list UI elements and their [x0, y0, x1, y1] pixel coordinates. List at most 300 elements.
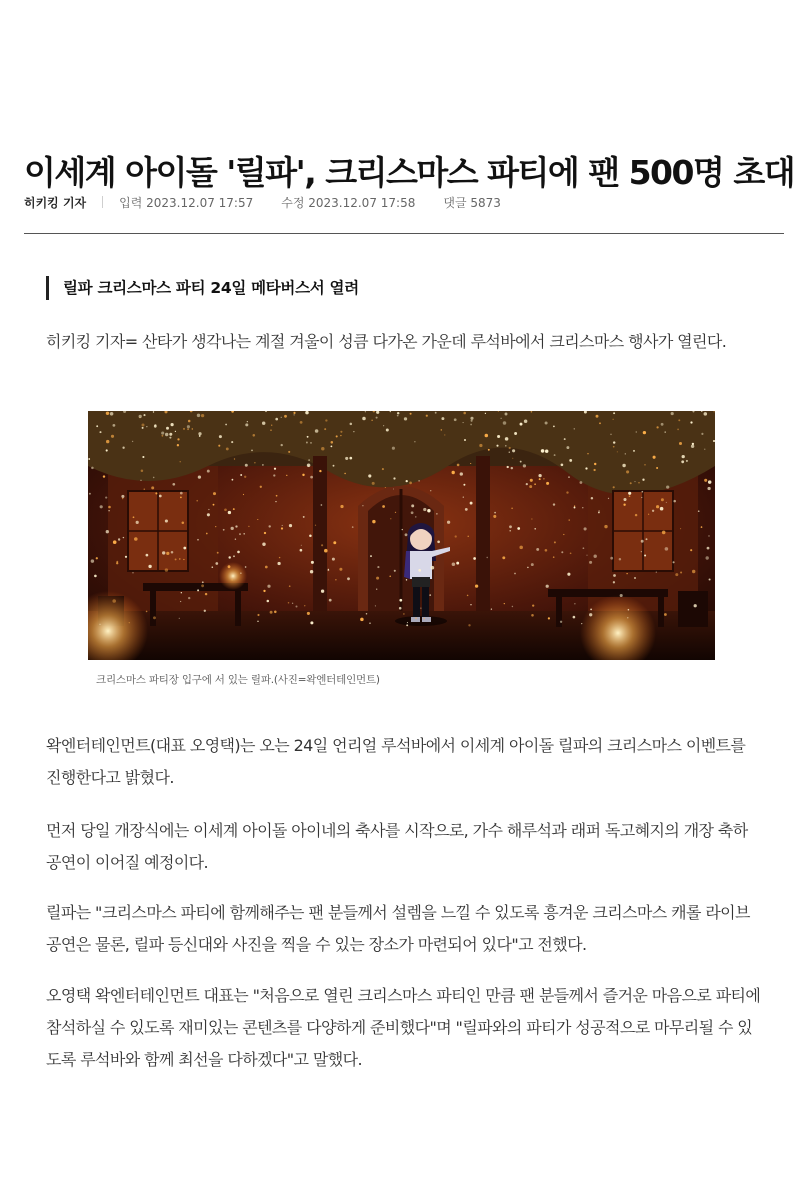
- sparkle-light: [321, 504, 323, 506]
- sparkle-light: [165, 519, 168, 522]
- sparkle-light: [240, 573, 241, 574]
- sparkle-light: [694, 604, 697, 607]
- sparkle-light: [594, 555, 597, 558]
- sparkle-light: [414, 441, 415, 442]
- sparkle-light: [635, 514, 637, 516]
- sparkle-light: [479, 444, 482, 447]
- sparkle-light: [636, 432, 637, 433]
- sparkle-light: [328, 569, 330, 571]
- sparkle-light: [704, 479, 707, 482]
- sparkle-light: [340, 431, 342, 433]
- sparkle-light: [545, 449, 548, 452]
- sparkle-light: [678, 419, 680, 421]
- sparkle-light: [240, 474, 242, 476]
- sparkle-light: [205, 593, 207, 595]
- sparkle-light: [336, 435, 338, 437]
- sparkle-light: [217, 552, 219, 554]
- sparkle-light: [99, 431, 101, 433]
- sparkle-light: [183, 547, 186, 550]
- sparkle-light: [503, 421, 507, 425]
- sparkle-light: [627, 617, 628, 618]
- sparkle-light: [541, 449, 545, 453]
- header-divider: [24, 233, 784, 234]
- sparkle-light: [88, 458, 90, 460]
- sparkle-light: [223, 529, 225, 531]
- sparkle-light: [643, 431, 646, 434]
- sparkle-light: [182, 522, 185, 525]
- sparkle-light: [563, 534, 564, 535]
- sparkle-light: [270, 430, 271, 431]
- sparkle-light: [153, 411, 154, 412]
- sparkle-light: [399, 607, 402, 610]
- sparkle-light: [656, 505, 659, 508]
- sparkle-light: [276, 495, 278, 497]
- sparkle-light: [581, 623, 582, 624]
- sparkle-light: [206, 533, 208, 535]
- sparkle-light: [245, 423, 248, 426]
- sparkle-light: [302, 474, 304, 476]
- sparkle-light: [509, 525, 512, 528]
- sparkle-light: [288, 602, 290, 604]
- sparkle-light: [436, 513, 437, 514]
- sparkle-light: [183, 428, 185, 430]
- sparkle-light: [564, 438, 566, 440]
- sparkle-light: [187, 425, 190, 428]
- photo-illustration: [88, 411, 715, 660]
- sparkle-light: [267, 585, 270, 588]
- sparkle-light: [162, 551, 165, 554]
- sparkle-light: [543, 478, 545, 480]
- sparkle-light: [148, 565, 151, 568]
- sparkle-light: [321, 544, 323, 546]
- sparkle-light: [638, 482, 639, 483]
- sparkle-light: [447, 521, 450, 524]
- sparkle-light: [308, 459, 309, 460]
- sparkle-light: [169, 433, 172, 436]
- sparkle-light: [345, 457, 348, 460]
- sparkle-light: [215, 526, 216, 527]
- sparkle-light: [456, 562, 459, 565]
- sparkle-light: [254, 462, 255, 463]
- sparkle-light: [441, 429, 443, 431]
- sparkle-light: [376, 417, 378, 419]
- sparkle-light: [407, 622, 408, 623]
- sparkle-light: [133, 516, 135, 518]
- sparkle-light: [473, 557, 476, 560]
- sparkle-light: [132, 572, 133, 573]
- sparkle-light: [493, 515, 496, 518]
- sparkle-light: [644, 554, 646, 556]
- sparkle-light: [613, 486, 615, 488]
- sparkle-light: [146, 426, 147, 427]
- sparkle-light: [309, 535, 312, 538]
- sparkle-light: [289, 524, 292, 527]
- sparkle-light: [198, 475, 201, 478]
- sparkle-light: [146, 554, 149, 557]
- sparkle-light: [514, 432, 517, 435]
- sparkle-light: [656, 572, 657, 573]
- sparkle-light: [111, 435, 114, 438]
- sparkle-light: [260, 486, 262, 488]
- sparkle-light: [324, 549, 328, 553]
- sparkle-light: [634, 481, 635, 482]
- sparkle-light: [175, 558, 177, 560]
- sparkle-light: [463, 422, 464, 423]
- sparkle-light: [574, 505, 575, 506]
- sparkle-light: [94, 575, 97, 578]
- sparkle-light: [305, 411, 309, 414]
- sparkle-light: [418, 569, 421, 572]
- sparkle-light: [465, 508, 468, 511]
- sparkle-light: [633, 450, 635, 452]
- sparkle-light: [534, 528, 536, 530]
- sparkle-light: [113, 424, 116, 427]
- sparkle-light: [377, 566, 379, 568]
- sparkle-light: [180, 461, 181, 462]
- sparkle-light: [698, 510, 700, 512]
- sparkle-light: [586, 555, 587, 556]
- sparkle-light: [435, 412, 437, 414]
- sparkle-light: [527, 567, 529, 569]
- sparkle-light: [207, 513, 210, 516]
- sparkle-light: [171, 551, 174, 554]
- sparkle-light: [545, 549, 548, 552]
- sparkle-light: [237, 551, 240, 554]
- sparkle-light: [275, 501, 276, 502]
- sparkle-light: [310, 570, 313, 573]
- sparkle-light: [680, 571, 682, 573]
- sparkle-light: [665, 547, 669, 551]
- sparkle-light: [585, 467, 587, 469]
- sparkle-light: [399, 599, 402, 602]
- sparkle-light: [471, 420, 473, 422]
- sparkle-light: [100, 505, 103, 508]
- sparkle-light: [311, 561, 314, 564]
- body-paragraph: 먼저 당일 개장식에는 이세계 아이돌 아이네의 축사를 시작으로, 가수 해루석과 래퍼 독고혜지의 개장 축하공연이 이어질 예정이다.: [46, 821, 748, 872]
- sparkle-light: [307, 436, 309, 438]
- sparkle-light: [197, 539, 199, 541]
- sparkle-light: [274, 468, 276, 470]
- sparkle-light: [529, 485, 532, 488]
- sparkle-light: [530, 479, 533, 482]
- sparkle-light: [310, 621, 313, 624]
- sparkle-light: [524, 419, 528, 423]
- sparkle-light: [656, 467, 658, 469]
- sparkle-light: [567, 573, 570, 576]
- sparkle-light: [625, 453, 626, 454]
- sparkle-light: [362, 505, 363, 506]
- sparkle-light: [626, 470, 629, 473]
- sparkle-light: [402, 529, 403, 530]
- sparkle-light: [548, 617, 550, 619]
- sparkle-light: [467, 595, 469, 597]
- sparkle-light: [192, 428, 193, 429]
- sparkle-light: [175, 431, 176, 432]
- sparkle-light: [187, 428, 189, 430]
- sparkle-light: [505, 413, 508, 416]
- sparkle-light: [617, 451, 618, 452]
- sparkle-light: [233, 508, 235, 510]
- sparkle-light: [219, 435, 222, 438]
- sparkle-light: [91, 559, 94, 562]
- sparkle-light: [397, 412, 399, 414]
- sparkle-light: [426, 415, 428, 417]
- sparkle-light: [661, 498, 664, 501]
- sparkle-light: [142, 427, 144, 429]
- sparkle-light: [301, 545, 302, 546]
- sparkle-light: [370, 555, 372, 557]
- sparkle-light: [512, 449, 515, 452]
- sparkle-light: [243, 533, 245, 535]
- sparkle-light: [284, 415, 287, 418]
- sparkle-light: [271, 425, 272, 426]
- sparkle-light: [397, 415, 399, 417]
- sparkle-light: [122, 498, 123, 499]
- sparkle-light: [644, 464, 646, 466]
- sparkle-light: [139, 415, 142, 418]
- sparkle-light: [673, 500, 676, 503]
- sparkle-light: [604, 525, 607, 528]
- sparkle-light: [613, 574, 616, 577]
- sparkle-light: [494, 512, 496, 514]
- sparkle-light: [463, 484, 465, 486]
- sparkle-light: [561, 463, 564, 466]
- sparkle-light: [228, 511, 231, 514]
- sparkle-light: [509, 530, 511, 532]
- sparkle-light: [188, 420, 191, 423]
- article-headline: 이세계 아이돌 '릴파', 크리스마스 파티에 팬 500명 초대: [24, 153, 795, 193]
- sparkle-light: [517, 527, 520, 530]
- article-subheading: 릴파 크리스마스 파티 24일 메타버스서 열려: [46, 276, 359, 300]
- sparkle-light: [304, 605, 305, 606]
- sparkle-light: [386, 429, 389, 432]
- sparkle-light: [300, 421, 303, 424]
- sparkle-light: [613, 441, 615, 443]
- sparkle-light: [470, 424, 472, 426]
- sparkle-light: [485, 413, 486, 414]
- sparkle-light: [570, 552, 572, 554]
- sparkle-light: [709, 578, 711, 580]
- sparkle-light: [233, 555, 235, 557]
- sparkle-light: [409, 482, 412, 485]
- sparkle-light: [382, 505, 385, 508]
- sparkle-light: [382, 468, 384, 470]
- body-paragraph: 오영택 왁엔터테인먼트 대표는 "처음으로 열린 크리스마스 파티인 만큼 팬 분들께서 즐거운 마음으로 파티에 참석하실 수 있도록 재미있는 콘텐츠를 다양하게 준비했다"며 "릴파와의 파티가 성공적으로 마무리될 수 있도록 루석바와 함께 최선을 다하겠다"고 말했다.: [46, 986, 761, 1069]
- sparkle-light: [253, 434, 256, 437]
- sparkle-light: [362, 417, 366, 421]
- sparkle-light: [228, 565, 231, 568]
- sparkle-light: [116, 561, 118, 563]
- sparkle-light: [427, 509, 430, 512]
- sparkle-light: [232, 479, 234, 481]
- sparkle-light: [429, 594, 431, 596]
- sparkle-light: [146, 611, 148, 613]
- sparkle-light: [385, 487, 386, 488]
- sparkle-light: [619, 558, 621, 560]
- sparkle-light: [257, 621, 258, 622]
- sparkle-light: [511, 467, 513, 469]
- sparkle-light: [539, 478, 541, 480]
- sparkle-light: [573, 616, 576, 619]
- sparkle-light: [531, 563, 534, 566]
- sparkle-light: [113, 540, 117, 544]
- sparkle-light: [235, 538, 236, 539]
- sparkle-light: [561, 551, 563, 553]
- sparkle-light: [677, 429, 679, 431]
- sparkle-light: [708, 480, 711, 483]
- sparkle-light: [431, 566, 435, 570]
- article-meta: [24, 192, 501, 212]
- sparkle-light: [99, 624, 100, 625]
- sparkle-light: [470, 463, 471, 464]
- sparkle-light: [681, 460, 684, 463]
- sparkle-light: [122, 447, 124, 449]
- sparkle-light: [662, 531, 666, 535]
- sparkle-light: [531, 614, 534, 617]
- sparkle-light: [165, 568, 168, 571]
- sparkle-light: [468, 536, 469, 537]
- sparkle-light: [188, 597, 190, 599]
- sparkle-light: [105, 497, 107, 499]
- sparkle-light: [110, 412, 114, 416]
- sparkle-light: [648, 514, 649, 515]
- sparkle-light: [180, 497, 182, 499]
- sparkle-light: [642, 479, 644, 481]
- sparkle-light: [103, 475, 105, 477]
- sparkle-light: [228, 556, 230, 558]
- sparkle-light: [470, 417, 473, 420]
- sparkle-light: [404, 417, 407, 420]
- sparkle-light: [244, 476, 246, 478]
- sparkle-light: [181, 592, 182, 593]
- sparkle-light: [415, 617, 417, 619]
- sparkle-light: [485, 434, 489, 438]
- body-paragraph: 왁엔터테인먼트(대표 오영택)는 오는 24일 언리얼 루석바에서 이세계 아이돌 릴파의 크리스마스 이벤트를 진행한다고 밝혔다.: [46, 736, 746, 787]
- sparkle-light: [666, 502, 667, 503]
- photo-caption: 크리스마스 파티장 입구에 서 있는 릴파.(사진=왁엔터테인먼트): [96, 674, 380, 686]
- sparkle-light: [277, 562, 280, 565]
- sparkle-light: [566, 491, 568, 493]
- sparkle-light: [470, 502, 473, 505]
- sparkle-light: [340, 435, 341, 436]
- sparkle-light: [463, 496, 464, 497]
- sparkle-light: [512, 606, 513, 607]
- sparkle-light: [583, 547, 585, 549]
- sparkle-light: [502, 556, 505, 559]
- sparkle-light: [279, 557, 280, 558]
- sparkle-light: [664, 613, 667, 616]
- sparkle-light: [418, 480, 419, 481]
- sparkle-light: [123, 537, 124, 538]
- sparkle-light: [96, 425, 98, 427]
- sparkle-light: [392, 447, 395, 450]
- sparkle-light: [532, 604, 534, 606]
- sparkle-light: [340, 505, 343, 508]
- sparkle-light: [692, 570, 695, 573]
- sparkle-light: [153, 616, 156, 619]
- sparkle-light: [560, 621, 562, 623]
- sparkle-light: [303, 516, 305, 518]
- sparkle-light: [460, 472, 463, 475]
- sparkle-light: [263, 590, 265, 592]
- sparkle-light: [512, 458, 513, 459]
- sparkle-light: [423, 508, 426, 511]
- sparkle-light: [245, 566, 247, 568]
- sparkle-light: [212, 566, 214, 568]
- sparkle-light: [96, 557, 98, 559]
- sparkle-light: [690, 421, 692, 423]
- sparkle-light: [704, 449, 705, 450]
- sparkle-light: [395, 512, 396, 513]
- sparkle-light: [411, 511, 414, 514]
- sparkle-light: [159, 495, 162, 498]
- sparkle-light: [406, 624, 408, 626]
- sparkle-light: [106, 440, 109, 443]
- sparkle-light: [213, 504, 215, 506]
- sparkle-light: [455, 535, 457, 537]
- sparkle-light: [231, 579, 232, 580]
- sparkle-light: [452, 471, 455, 474]
- sparkle-light: [569, 519, 570, 520]
- sparkle-light: [622, 464, 625, 467]
- sparkle-light: [375, 605, 376, 606]
- sparkle-light: [247, 421, 248, 422]
- sparkle-light: [569, 459, 572, 462]
- sparkle-light: [497, 435, 500, 438]
- sparkle-light: [315, 429, 319, 433]
- sparkle-light: [239, 533, 241, 535]
- sparkle-light: [441, 417, 444, 420]
- sparkle-light: [641, 551, 642, 552]
- sparkle-light: [452, 563, 456, 567]
- sparkle-light: [610, 434, 611, 435]
- sparkle-light: [610, 557, 613, 560]
- sparkle-light: [707, 487, 710, 490]
- sparkle-light: [620, 594, 623, 597]
- sparkle-light: [437, 540, 440, 543]
- sparkle-light: [464, 439, 466, 441]
- sparkle-light: [582, 507, 583, 508]
- sparkle-light: [235, 525, 237, 527]
- lead-paragraph: 히키킹 기자= 산타가 생각나는 계절 겨울이 성큼 다가온 가운데 루석바에서 크리스마스 행사가 열린다.: [46, 332, 727, 351]
- sparkle-light: [118, 538, 120, 540]
- sparkle-light: [613, 419, 614, 420]
- sparkle-light: [349, 457, 352, 460]
- sparkle-light: [376, 589, 377, 590]
- sparkle-light: [509, 451, 510, 452]
- sparkle-light: [424, 618, 425, 619]
- sparkle-light: [394, 570, 396, 572]
- sparkle-light: [180, 492, 183, 495]
- sparkle-light: [294, 414, 295, 415]
- author-name[interactable]: 히키킹 기자: [24, 195, 87, 210]
- comment-count-link[interactable]: 댓글 5873: [443, 195, 501, 210]
- sparkle-light: [350, 423, 353, 426]
- sparkle-light: [365, 411, 366, 412]
- sparkle-light: [599, 422, 601, 424]
- sparkle-light: [179, 558, 180, 559]
- sparkle-light: [136, 521, 139, 524]
- sparkle-light: [598, 510, 599, 511]
- sparkle-light: [112, 599, 116, 603]
- sparkle-light: [706, 556, 709, 559]
- sparkle-light: [262, 421, 265, 424]
- sparkle-light: [591, 497, 593, 499]
- sparkle-light: [333, 541, 336, 544]
- article-photo: [88, 411, 715, 660]
- sparkle-light: [509, 447, 511, 449]
- sparkle-light: [593, 469, 595, 471]
